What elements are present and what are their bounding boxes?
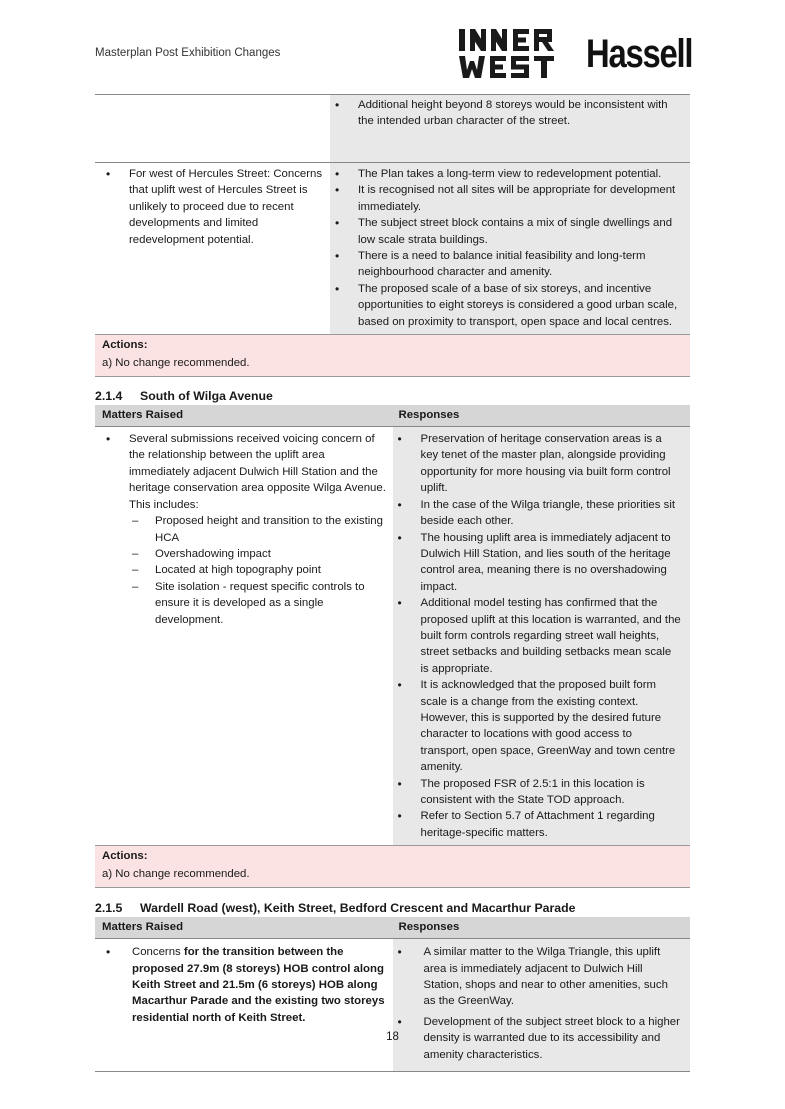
sub-list-item: – Site isolation - request specific controls to ensure it is developed as a single development. (129, 579, 387, 628)
section-number: 2.1.4 (95, 389, 123, 404)
table-row (95, 163, 690, 335)
matter-intro: Several submissions received voicing concern of the relationship between the uplift area immediately adjacent Dulwich Hill Station and the heritage conservation area opposite Wilga Avenue. This includes: (129, 433, 386, 511)
list-item: • The proposed FSR of 2.5:1 in this location is consistent with the State TOD approach. (395, 776, 683, 809)
table-section-2-1-5 (95, 917, 690, 1072)
list-item: • Additional model testing has confirmed that the proposed uplift at this location is warranted, and the built form controls regarding street wall heights, street setbacks and building setbacks mean scale is appropriate. (395, 595, 683, 677)
list-item: • Additional height beyond 8 storeys would be inconsistent with the intended urban character of the street. (332, 97, 682, 130)
list-item: • In the case of the Wilga triangle, these priorities sit beside each other. (395, 497, 683, 530)
sub-list-item: – Located at high topography point (129, 562, 387, 578)
matter-cell (95, 163, 330, 335)
actions-label: Actions: (102, 339, 148, 352)
page-header-title: Masterplan Post Exhibition Changes (95, 47, 281, 59)
list-item: • The housing uplift area is immediately adjacent to Dulwich Hill Station, and lies south of the heritage control area, meaning there is no overshadowing impact. (395, 530, 683, 596)
section-title: South of Wilga Avenue (140, 389, 273, 404)
response-cell (330, 163, 690, 335)
response-cell (330, 95, 690, 163)
inner-west-logo (458, 27, 556, 80)
column-header-responses: Responses (393, 917, 691, 939)
actions-row (95, 846, 690, 888)
sub-list-item: – Overshadowing impact (129, 546, 387, 562)
matter-cell (95, 427, 393, 846)
actions-cell (95, 846, 690, 888)
section-number: 2.1.5 (95, 901, 123, 916)
table-row (95, 939, 690, 1072)
list-item: • The proposed scale of a base of six storeys, and incentive opportunities to eight storeys is considered a good urban scale, based on proximity to transport, open space and local centres. (332, 281, 682, 330)
response-cell (393, 939, 691, 1072)
list-item (101, 944, 387, 1026)
matter-lead: Concerns (132, 946, 184, 959)
table-header-row (95, 405, 690, 427)
actions-label: Actions: (102, 850, 148, 863)
hassell-logo: Hassell (586, 32, 693, 76)
matter-bold: for the transition between the proposed 27.9m (8 storeys) HOB control along Keith Street and 21.5m (6 storeys) HOB along Macarthur Parade and the existing two storeys residential north of Keith Street. (132, 946, 385, 1024)
list-item: • The Plan takes a long-term view to redevelopment potential. (332, 166, 682, 182)
list-item: • It is recognised not all sites will be appropriate for development immediately. (332, 182, 682, 215)
list-item: • Development of the subject street block to a higher density is warranted due to its accessibility and amenity characteristics. (395, 1014, 683, 1063)
section-heading-2-1-5 (95, 900, 690, 917)
list-item (101, 431, 387, 628)
list-item: • The subject street block contains a mix of single dwellings and low scale strata buildings. (332, 215, 682, 248)
actions-row (95, 335, 690, 377)
list-item: • For west of Hercules Street: Concerns that uplift west of Hercules Street is unlikely to proceed due to recent developments and limited redevelopment potential. (101, 166, 324, 248)
table-continued (95, 94, 690, 377)
actions-cell (95, 335, 690, 377)
table-section-2-1-4 (95, 405, 690, 888)
list-item: • It is acknowledged that the proposed built form scale is a change from the existing context. However, this is supported by the desired future character to locations with good access to transport, open space, GreenWay and town centre amenity. (395, 677, 683, 775)
matter-cell (95, 939, 393, 1072)
list-item: • Refer to Section 5.7 of Attachment 1 regarding heritage-specific matters. (395, 808, 683, 841)
sub-list-item: – Proposed height and transition to the existing HCA (129, 513, 387, 546)
list-item: • A similar matter to the Wilga Triangle, this uplift area is immediately adjacent to Dulwich Hill Station, shops and near to other amenities, such as the GreenWay. (395, 944, 683, 1010)
document-content (95, 94, 690, 1072)
column-header-matters: Matters Raised (95, 405, 393, 427)
column-header-responses: Responses (393, 405, 691, 427)
section-heading-2-1-4 (95, 388, 690, 405)
actions-text: a) No change recommended. (102, 868, 250, 881)
response-cell (393, 427, 691, 846)
table-row (95, 95, 690, 163)
actions-text: a) No change recommended. (102, 357, 250, 370)
column-header-matters: Matters Raised (95, 917, 393, 939)
table-header-row (95, 917, 690, 939)
table-row (95, 427, 690, 846)
list-item: • Preservation of heritage conservation areas is a key tenet of the master plan, alongside providing opportunity for more housing via built form control uplift. (395, 431, 683, 497)
matter-cell (95, 95, 330, 163)
section-title: Wardell Road (west), Keith Street, Bedford Crescent and Macarthur Parade (140, 901, 576, 916)
list-item: • There is a need to balance initial feasibility and long-term neighbourhood character and amenity. (332, 248, 682, 281)
page-number: 18 (386, 1031, 399, 1043)
